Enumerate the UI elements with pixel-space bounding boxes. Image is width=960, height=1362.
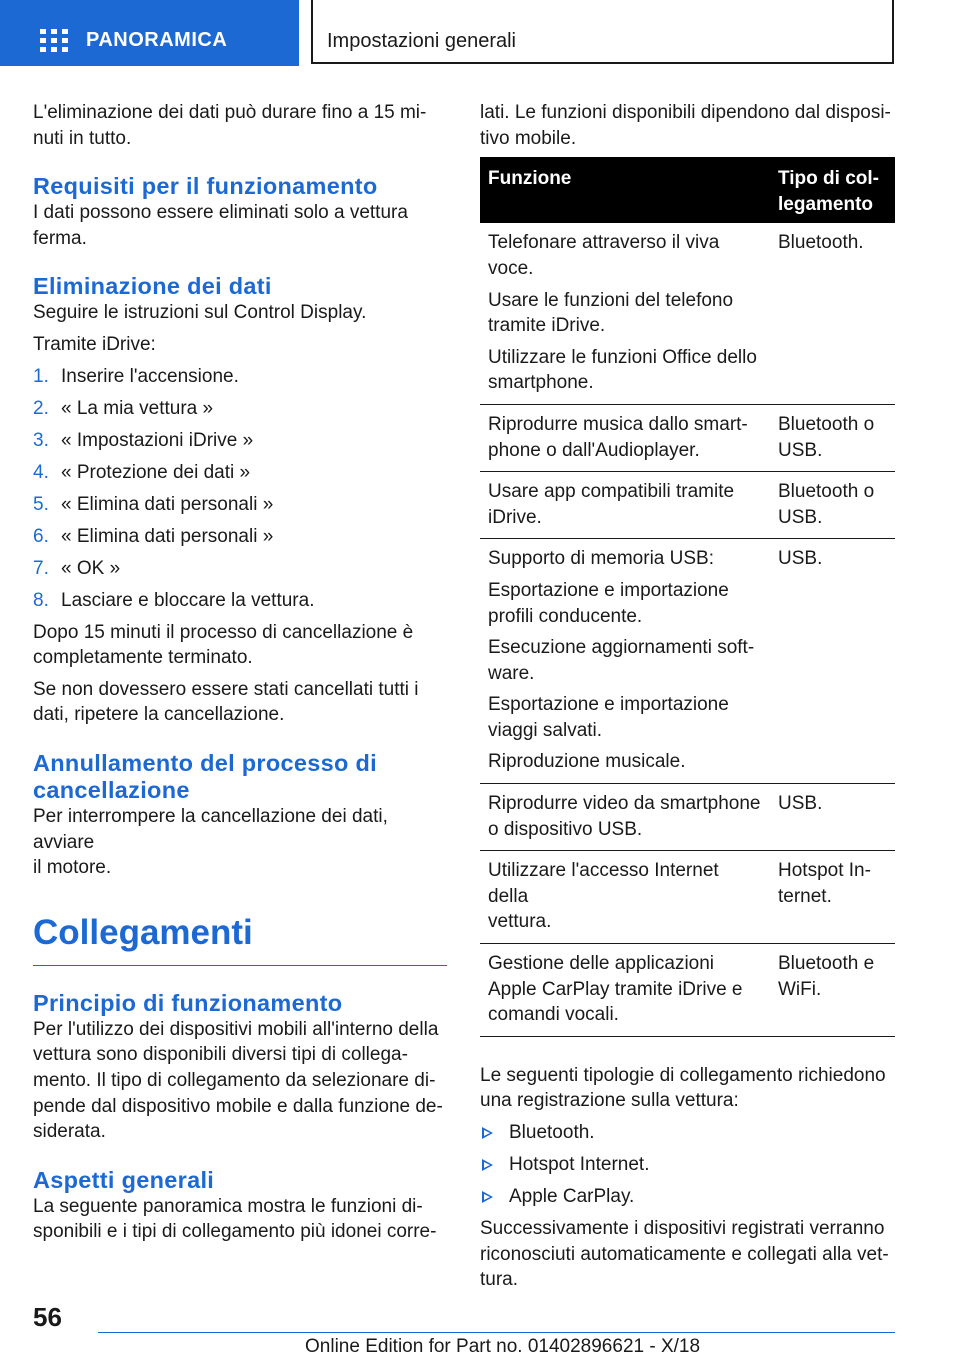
right-column [480,100,895,1293]
function-cell: Riprodurre video da smartphone o dispositivo USB. [488,793,761,840]
section-label: Impostazioni generali [327,30,516,52]
deletion-text: Seguire le istruzioni sul Control Display. [33,302,367,324]
type-cell: Bluetooth e WiFi. [770,944,895,1037]
connection-types-list [480,1120,895,1216]
intro-paragraph: L'eliminazione dei dati può durare fino a 15 mi- nuti in tutto. [33,102,427,149]
idrive-text: Tramite iDrive: [33,333,156,355]
final-text: Successivamente i dispositivi registrati verranno riconosciuti automaticamente e collegati alla vet- tura. [480,1218,889,1291]
type-cell: USB. [770,784,895,851]
function-cell: Usare le funzioni del telefono tramite iDrive. [488,289,734,337]
after-text-1: Dopo 15 minuti il processo di cancellazione è completamente terminato. [33,621,414,669]
list-item: 4. « Protezione dei dati » [33,461,251,483]
principle-text: Per l'utilizzo dei dispositivi mobili all'interno della vettura sono disponibili diversi tipi di collega- mento. Il tipo di collegamento da selezionare di- pende dal dispositivo mobile e dalla funzione de- siderata. [33,1018,443,1143]
footer-divider [98,1332,895,1333]
connection-table [480,157,895,1037]
function-cell: Usare app compatibili tramite iDrive. [488,481,735,528]
function-cell: Supporto di memoria USB: [488,548,714,570]
table-header-row [480,157,895,223]
function-cell: Esportazione e importazione profili conducente. [488,579,729,627]
triangle-bullet-icon [482,1127,493,1139]
column-header-function: Funzione [480,157,770,223]
function-cell: Esportazione e importazione viaggi salvati. [488,694,729,741]
list-item: Apple CarPlay. [480,1184,895,1216]
edition-text: Online Edition for Part no. 01402896621 - X/18 [305,1336,701,1357]
function-cell: Esecuzione aggiornamenti soft- ware. [488,637,755,684]
requirements-heading: Requisiti per il funzionamento [33,173,378,200]
page-number: 56 [33,1302,62,1332]
function-cell: Riprodurre musica dallo smart- phone o dall'Audioplayer. [488,413,748,461]
list-item: Hotspot Internet. [480,1152,895,1184]
list-item: 1. Inserire l'accensione. [33,365,239,387]
table-row [480,851,895,944]
function-cell: Utilizzare le funzioni Office dello smartphone. [488,346,757,394]
steps-list [33,364,447,620]
function-cell: Gestione delle applicazioni Apple CarPlay tramite iDrive e comandi vocali. [488,953,743,1026]
list-item: 7. « OK » [33,557,121,579]
function-cell: Riproduzione musicale. [488,751,686,773]
registration-text: Le seguenti tipologie di collegamento richiedono una registrazione sulla vettura: [480,1064,886,1112]
list-item: 3. « Impostazioni iDrive » [33,429,254,451]
type-cell: Bluetooth o USB. [770,404,895,471]
table-row [480,404,895,471]
connections-title: Collegamenti [33,912,253,952]
type-cell: Bluetooth. [770,223,895,404]
section-tab[interactable] [311,0,894,64]
table-row [480,944,895,1037]
general-text: La seguente panoramica mostra le funzioni di- sponibili e i tipi di collegamento più idonei corre- [33,1195,437,1243]
deletion-heading: Eliminazione dei dati [33,273,272,300]
list-item: 5. « Elimina dati personali » [33,493,274,515]
cancel-heading: Annullamento del processo di cancellazione [33,749,377,803]
overview-button[interactable] [0,0,299,66]
function-cell: Utilizzare l'accesso Internet della vettura. [488,860,719,933]
type-cell: USB. [770,539,895,784]
principle-heading: Principio di funzionamento [33,989,343,1016]
intro-continuation: lati. Le funzioni disponibili dipendono dal disposi- tivo mobile. [480,102,891,149]
table-row [480,784,895,851]
type-cell: Bluetooth o USB. [770,472,895,539]
table-row [480,539,895,784]
function-cell: Telefonare attraverso il viva voce. [488,232,720,279]
triangle-bullet-icon [482,1191,493,1203]
cancel-text: Per interrompere la cancellazione dei dati, avviare il motore. [33,805,388,879]
overview-label: PANORAMICA [86,29,228,51]
list-item: 2. « La mia vettura » [33,397,214,419]
grid-icon [40,29,68,52]
list-item: 8. Lasciare e bloccare la vettura. [33,589,315,611]
table-row [480,472,895,539]
requirements-text: I dati possono essere eliminati solo a vettura ferma. [33,202,408,249]
list-item: 6. « Elimina dati personali » [33,525,274,547]
top-navigation-bar [0,0,960,66]
type-cell: Hotspot In- ternet. [770,851,895,944]
general-heading: Aspetti generali [33,1166,215,1193]
list-item: Bluetooth. [480,1120,895,1152]
table-row [480,223,895,404]
triangle-bullet-icon [482,1159,493,1171]
after-text-2: Se non dovessero essere stati cancellati tutti i dati, ripetere la cancellazione. [33,678,419,726]
left-column [33,100,447,1245]
column-header-type: Tipo di col- legamento [770,157,895,223]
